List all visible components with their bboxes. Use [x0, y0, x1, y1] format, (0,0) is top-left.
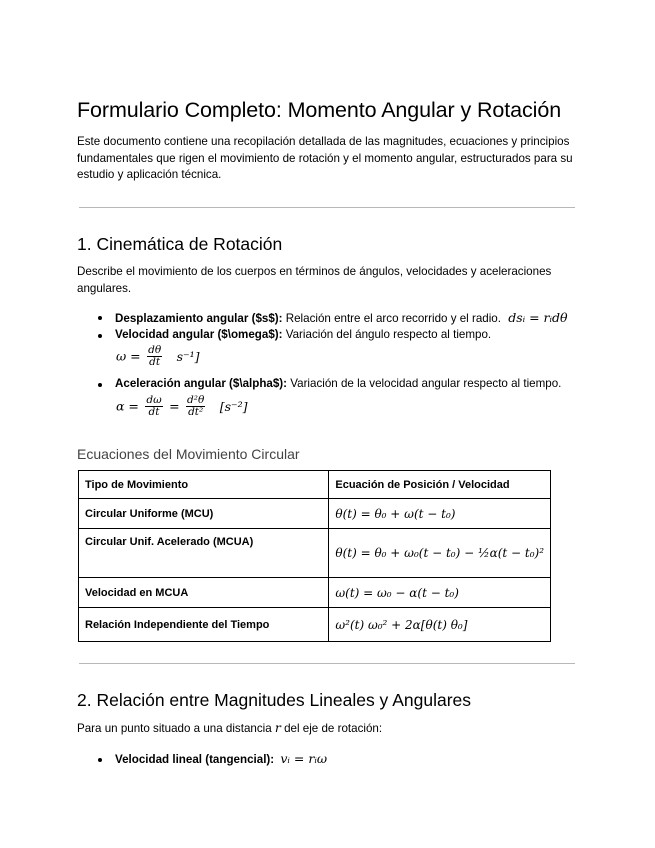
subheading-ecuaciones: Ecuaciones del Movimiento Circular [77, 446, 300, 462]
formula-angular-acceleration: α = $\frac{d\omega}{dt}$ = $\frac{\text{d²θ}}{\text{dt²}}$ [s⁻²] [116, 394, 248, 418]
table-header-row [79, 471, 551, 499]
table-cell-type: Circular Unif. Acelerado (MCUA) [79, 529, 329, 578]
table-cell-equation: ω²(t) ω₀² + 2α[θ(t) θ₀] [329, 608, 551, 642]
bullet-dot [98, 383, 102, 387]
bullet-text: Variación del ángulo respecto al tiempo. [282, 328, 492, 341]
bullet-label: Desplazamiento angular ($s$): [115, 312, 283, 325]
bullet-desplazamiento [115, 310, 568, 325]
table-cell-type: Circular Uniforme (MCU) [79, 499, 329, 529]
bullet-dot [98, 334, 102, 338]
bullet-label: Velocidad lineal (tangencial): [115, 753, 275, 766]
section-heading-magnitudes: 2. Relación entre Magnitudes Lineales y Angulares [77, 690, 471, 710]
table-cell-type: Velocidad en MCUA [79, 578, 329, 608]
table-row [79, 499, 551, 529]
table-row [79, 578, 551, 608]
table-header-cell: Ecuación de Posición / Velocidad [329, 471, 551, 499]
bullet-text: Variación de la velocidad angular respecto al tiempo. [287, 377, 562, 390]
table-cell-equation: θ(t) = θ₀ + ω₀(t − t₀) − ½α(t − t₀)² [329, 529, 551, 578]
section-heading-cinematica: 1. Cinemática de Rotación [77, 234, 283, 254]
table-cell-equation: ω(t) = ω₀ − α(t − t₀) [329, 578, 551, 608]
formula-angular-velocity: ω = $\frac{d\theta}{dt}$ s⁻¹] [116, 344, 200, 368]
bullet-label: Aceleración angular ($\alpha$): [115, 377, 288, 390]
section-description: Describe el movimiento de los cuerpos en términos de ángulos, velocidades y aceleraciones angulares. [77, 265, 552, 295]
horizontal-divider [79, 663, 575, 664]
table-cell-type: Relación Independiente del Tiempo [79, 608, 329, 642]
bullet-velocidad-lineal [115, 751, 327, 766]
bullet-velocidad-angular [115, 328, 491, 341]
bullet-label: Velocidad angular ($\omega$): [115, 328, 283, 341]
intro-paragraph: Este documento contiene una recopilación detallada de las magnitudes, ecuaciones y principios fundamentales que rigen el movimiento de rotación y el momento angular, estructurados para su estudio y aplicación técnica. [77, 135, 573, 181]
equations-table [78, 470, 551, 642]
formula-linear-velocity: vᵢ = rᵢω [280, 751, 328, 766]
bullet-text: Relación entre el arco recorrido y el radio. [282, 312, 501, 325]
horizontal-divider [79, 207, 575, 208]
table-cell-equation: θ(t) = θ₀ + ω(t − t₀) [329, 499, 551, 529]
bullet-dot [98, 316, 102, 320]
page-title: Formulario Completo: Momento Angular y Rotación [77, 98, 562, 122]
table-row [79, 608, 551, 642]
section-description: Para un punto situado a una distancia r del eje de rotación: [77, 720, 383, 735]
table-row [79, 529, 551, 578]
bullet-aceleracion-angular [115, 377, 561, 390]
bullet-dot [98, 758, 102, 762]
table-header-cell: Tipo de Movimiento [79, 471, 329, 499]
formula-displacement: dsᵢ = rᵢdθ [508, 310, 568, 325]
